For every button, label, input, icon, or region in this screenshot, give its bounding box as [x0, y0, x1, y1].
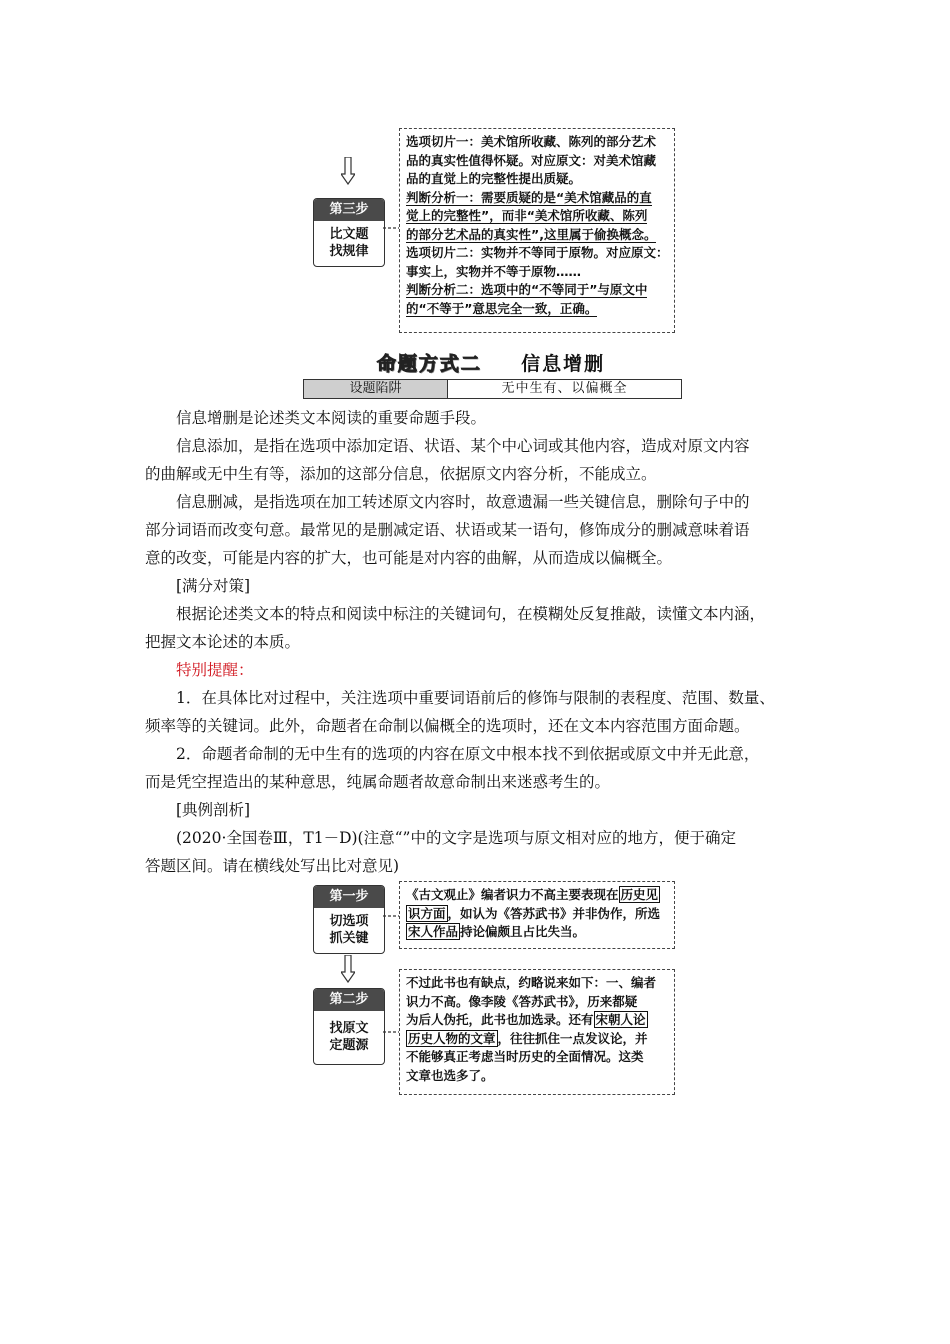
example-line-2: 答题区间。请在横线处写出比对意见) [145, 857, 400, 875]
analysis-line: 的“不等于”意思完全一致，正确。 [406, 300, 598, 316]
key-phrase-box: 历史人物的文章 [408, 1030, 496, 1046]
step-two-box [313, 988, 385, 1065]
trap-bar [303, 379, 682, 399]
step-two-source-box [399, 969, 675, 1095]
analysis-line: 选项切片二：实物并不等同于原物。对应原文： [406, 245, 669, 260]
step-one-option-box [399, 881, 675, 949]
source-line: 文章也选多了。 [406, 1067, 494, 1083]
reminder-1-line-2: 频率等的关键词。此外，命题者在命制以偏概全的选项时，还在文本内容范围方面命题。 [145, 717, 750, 735]
trap-bar-value: 无中生有、以偏概全 [501, 381, 628, 396]
step-three-label: 第三步 [314, 199, 384, 221]
option-text: 持论偏颇且占比失当。 [460, 924, 586, 939]
trap-bar-label: 设题陷阱 [304, 380, 448, 398]
down-arrow-icon [341, 955, 355, 983]
step-one-label: 第一步 [314, 886, 384, 908]
option-text: ，如认为《答苏武书》并非伪作，所选 [447, 905, 661, 921]
step-three-box [313, 198, 385, 267]
source-line: 不过此书也有缺点，约略说来如下：一、编者 [406, 975, 657, 990]
reminder-2-line-1: 2．命题者命制的无中生有的选项的内容在原文中根本找不到依据或原文中并无此意， [176, 745, 760, 763]
down-arrow-icon [341, 157, 355, 185]
tag-full-score: [满分对策] [176, 577, 251, 595]
analysis-line: 品的真实性值得怀疑。对应原文：对美术馆藏 [406, 152, 657, 168]
step-three-text-2: 找规律 [329, 244, 369, 259]
analysis-line: 选项切片一：美术馆所收藏、陈列的部分艺术 [406, 134, 657, 149]
reminder-1-line-1: 1．在具体比对过程中，关注选项中重要词语前后的修饰与限制的表程度、范围、数量、 [176, 689, 775, 707]
paragraph-3-line-3: 意的改变，可能是内容的扩大，也可能是对内容的曲解，从而造成以偏概全。 [145, 549, 673, 567]
analysis-line: 判断分析一：需要质疑的是“美术馆藏品的直 [406, 189, 652, 205]
analysis-line: 品的直觉上的完整性提出质疑。 [406, 171, 582, 186]
key-phrase-box: 宋朝人论 [595, 1012, 646, 1027]
source-line: 识力不高。像李陵《答苏武书》，历来都疑 [406, 993, 638, 1009]
step-two-text-1: 找原文 [329, 1021, 369, 1036]
option-text: 《古文观止》编者识力不高主要表现在 [406, 887, 619, 902]
example-line-1: (2020·全国卷Ⅲ，T1－D)(注意“”中的文字是选项与原文相对应的地方，便于确定 [176, 829, 736, 847]
special-reminder-heading: 特别提醒： [176, 661, 254, 679]
paragraph-3-line-1: 信息删减，是指选项在加工转述原文内容时，故意遗漏一些关键信息，删除句子中的 [176, 493, 750, 511]
step-three-text-1: 比文题 [329, 227, 369, 242]
paragraph-1: 信息增删是论述类文本阅读的重要命题手段。 [176, 409, 487, 427]
reminder-2-line-2: 而是凭空捏造出的某种意思，纯属命题者故意命制出来迷惑考生的。 [145, 773, 611, 791]
tag-example-analysis: [典例剖析] [176, 801, 251, 819]
key-phrase-box: 历史见 [620, 887, 659, 902]
paragraph-3-line-2: 部分词语而改变句意。最常见的是删减定语、状语或某一语句，修饰成分的删减意味着语 [145, 521, 750, 539]
analysis-line: 觉上的完整性”，而非“美术馆所收藏、陈列 [406, 208, 648, 223]
section-title [300, 349, 682, 376]
analysis-line: 事实上，实物并不等于原物…… [406, 263, 582, 279]
paragraph-4-line-1: 根据论述类文本的特点和阅读中标注的关键词句，在模糊处反复推敲，读懂文本内涵， [176, 605, 766, 623]
key-phrase-box: 识方面 [408, 905, 446, 921]
step-two-text-2: 定题源 [329, 1038, 369, 1053]
paragraph-2-line-2: 的曲解或无中生有等，添加的这部分信息，依据原文内容分析，不能成立。 [145, 465, 657, 483]
paragraph-4-line-2: 把握文本论述的本质。 [145, 633, 301, 651]
step-one-box [313, 885, 385, 954]
step-two-label: 第二步 [314, 989, 384, 1011]
source-text: ，往往抓住一点发议论，并 [497, 1030, 648, 1046]
section-title-main: 信息增删 [521, 353, 606, 375]
analysis-line: 判断分析二：选项中的“不等同于”与原文中 [406, 282, 648, 297]
analysis-line: 的部分艺术品的真实性”,这里属于偷换概念。 [406, 226, 657, 242]
step-one-text-1: 切选项 [329, 914, 369, 929]
source-text: 为后人伪托，此书也加选录。还有 [406, 1012, 594, 1027]
step-three-analysis-box [399, 128, 675, 333]
key-phrase-box: 宋人作品 [408, 924, 459, 939]
step-one-text-2: 抓关键 [329, 931, 369, 946]
source-line: 不能够真正考虑当时历史的全面情况。这类 [406, 1049, 644, 1064]
paragraph-2-line-1: 信息添加，是指在选项中添加定语、状语、某个中心词或其他内容，造成对原文内容 [176, 437, 750, 455]
section-title-prefix: 命题方式二 [376, 353, 482, 375]
